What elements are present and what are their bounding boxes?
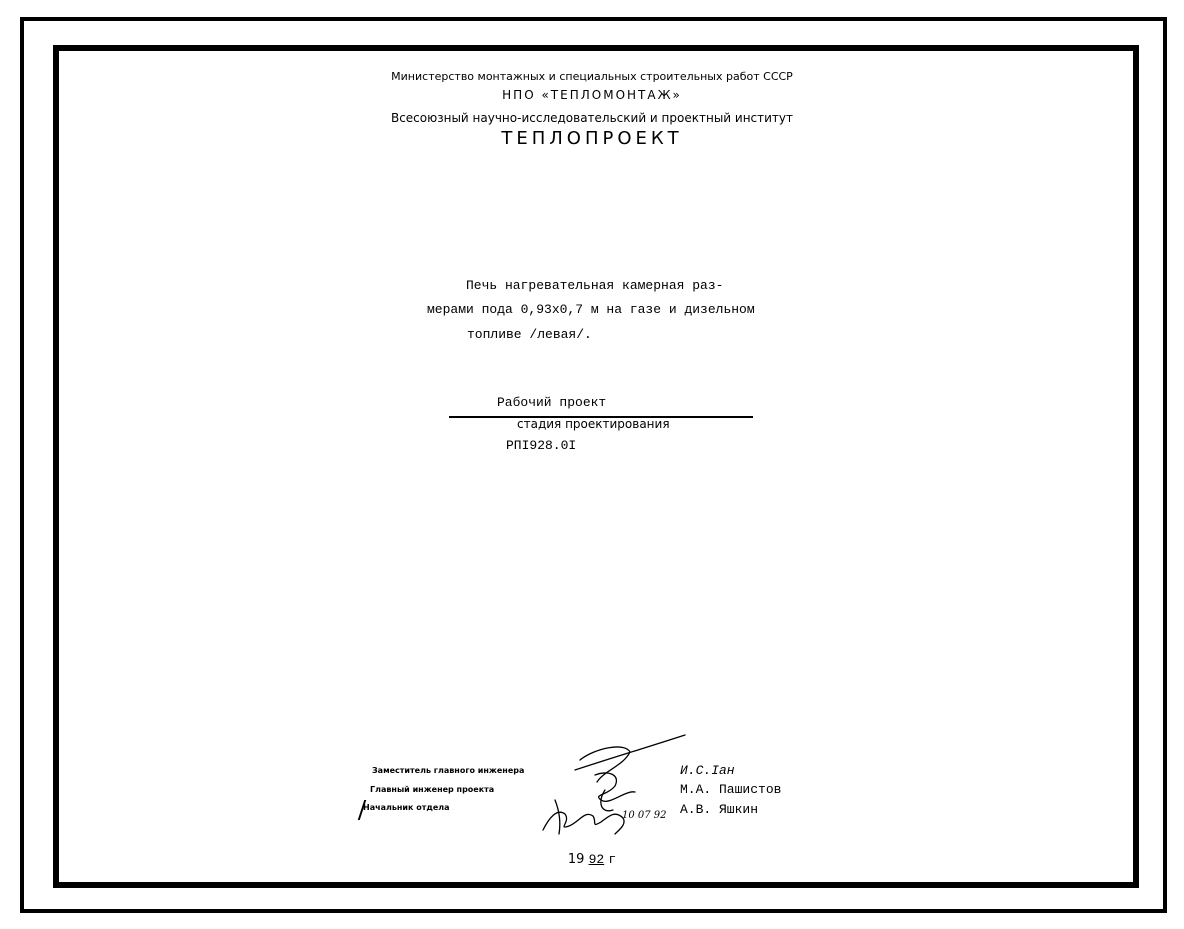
name-2: М.А. Пашистов xyxy=(680,782,782,797)
role-chief-project-engineer: Главный инженер проекта xyxy=(370,785,495,794)
npo-line: НПО «ТЕПЛОМОНТАЖ» xyxy=(502,88,682,102)
signature-date: 10 07 92 xyxy=(622,810,667,821)
project-title-line-3: топливе /левая/. xyxy=(467,327,592,342)
year-line xyxy=(0,852,1184,867)
ministry-line: Министерство монтажных и специальных строительных работ СССР xyxy=(391,70,793,83)
role-department-head: Начальник отдела xyxy=(363,803,450,812)
signature-stroke-5 xyxy=(543,812,624,834)
institute-name: ТЕПЛОПРОЕКТ xyxy=(501,128,683,149)
institute-line: Всесоюзный научно-исследовательский и проектный институт xyxy=(390,111,794,125)
stage-label: Рабочий проект xyxy=(497,395,607,410)
year-prefix: 19 xyxy=(567,852,585,867)
name-1: И.С.Iан xyxy=(680,763,735,778)
year-unit: г xyxy=(608,852,617,867)
project-code: РПI928.0I xyxy=(506,438,577,453)
handwritten-signatures xyxy=(535,730,695,840)
signature-stroke-2 xyxy=(580,747,630,782)
name-3: А.В. Яшкин xyxy=(680,802,759,817)
project-title-line-2: мерами пода 0,93х0,7 м на газе и дизельном xyxy=(427,302,755,317)
project-title-line-1: Печь нагревательная камерная раз- xyxy=(466,278,724,293)
role-deputy-chief-engineer: Заместитель главного инженера xyxy=(372,766,525,775)
stage-caption: стадия проектирования xyxy=(517,417,670,431)
signature-stroke-6 xyxy=(555,800,560,834)
year-suffix: 92 xyxy=(588,852,605,867)
